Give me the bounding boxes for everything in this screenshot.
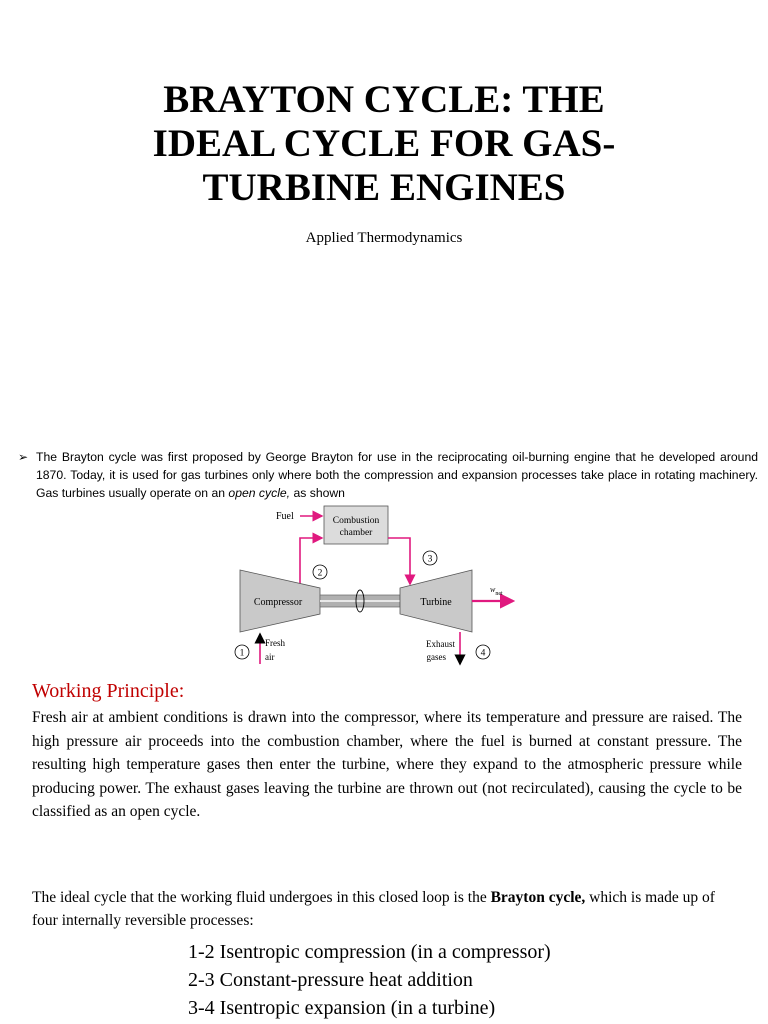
exhaust-label-line2: gases: [426, 652, 446, 662]
working-principle-heading: Working Principle:: [32, 680, 185, 702]
process-list: [188, 938, 551, 1022]
process-item: 1-2 Isentropic compression (in a compressor): [188, 941, 551, 963]
gas-turbine-open-cycle-diagram: [228, 502, 518, 672]
page-title: [60, 78, 708, 210]
working-principle-text: Fresh air at ambient conditions is drawn into the compressor, where its temperature and pressure are raised. The high pressure air proceeds into the combustion chamber, where the fuel is burned at constant pressure. The resulting high temperature gases then enter the turbine, where they expand to the atmospheric pressure while producing power. The exhaust gases leaving the turbine are thrown out (not recirculated), causing the cycle to be classified as an open cycle.: [32, 709, 742, 820]
title-line: TURBINE ENGINES: [202, 166, 566, 209]
fresh-air-label-line1: Fresh: [265, 638, 285, 648]
intro-text: [36, 448, 758, 502]
cycle-intro-text: [32, 886, 742, 932]
fuel-label: Fuel: [276, 511, 294, 522]
title-line: BRAYTON CYCLE: THE: [163, 78, 605, 121]
flow-line-3: [388, 538, 410, 584]
intro-paragraph: [18, 448, 758, 502]
title-line: IDEAL CYCLE FOR GAS-: [152, 122, 616, 165]
subtitle: Applied Thermodynamics: [305, 230, 463, 246]
process-item: 2-3 Constant-pressure heat addition: [188, 969, 473, 991]
intro-text-before: The Brayton cycle was first proposed by George Brayton for use in the reciprocating oil-burning engine that he developed around 1870. Today, it is used for gas turbines only where both the compression and expansion processes take place in rotating machinery. Gas turbines usually operate on an: [36, 450, 758, 500]
turbine-label: Turbine: [420, 597, 452, 608]
intro-text-after: as shown: [290, 486, 345, 500]
cycle-intro-before: The ideal cycle that the working fluid undergoes in this closed loop is the: [32, 889, 491, 906]
exhaust-label-line1: Exhaust: [426, 639, 455, 649]
chamber-label-line2: chamber: [339, 528, 373, 538]
arrow-bullet-icon: ➢: [18, 450, 29, 464]
chamber-label-line1: Combustion: [332, 516, 380, 526]
cycle-name: Brayton cycle,: [490, 889, 586, 906]
state-2-label: 2: [317, 568, 323, 579]
state-4-label: 4: [480, 648, 486, 659]
process-item: 3-4 Isentropic expansion (in a turbine): [188, 997, 496, 1019]
state-1-label: 1: [239, 648, 245, 659]
cycle-intro-after: which is made up of four internally reversible processes:: [32, 889, 715, 929]
intro-emphasis: open cycle,: [228, 486, 291, 500]
compressor-label: Compressor: [253, 597, 303, 608]
fresh-air-label-line2: air: [265, 652, 275, 662]
state-3-label: 3: [427, 554, 433, 565]
wnet-label: $w_{net}$: [490, 585, 503, 597]
